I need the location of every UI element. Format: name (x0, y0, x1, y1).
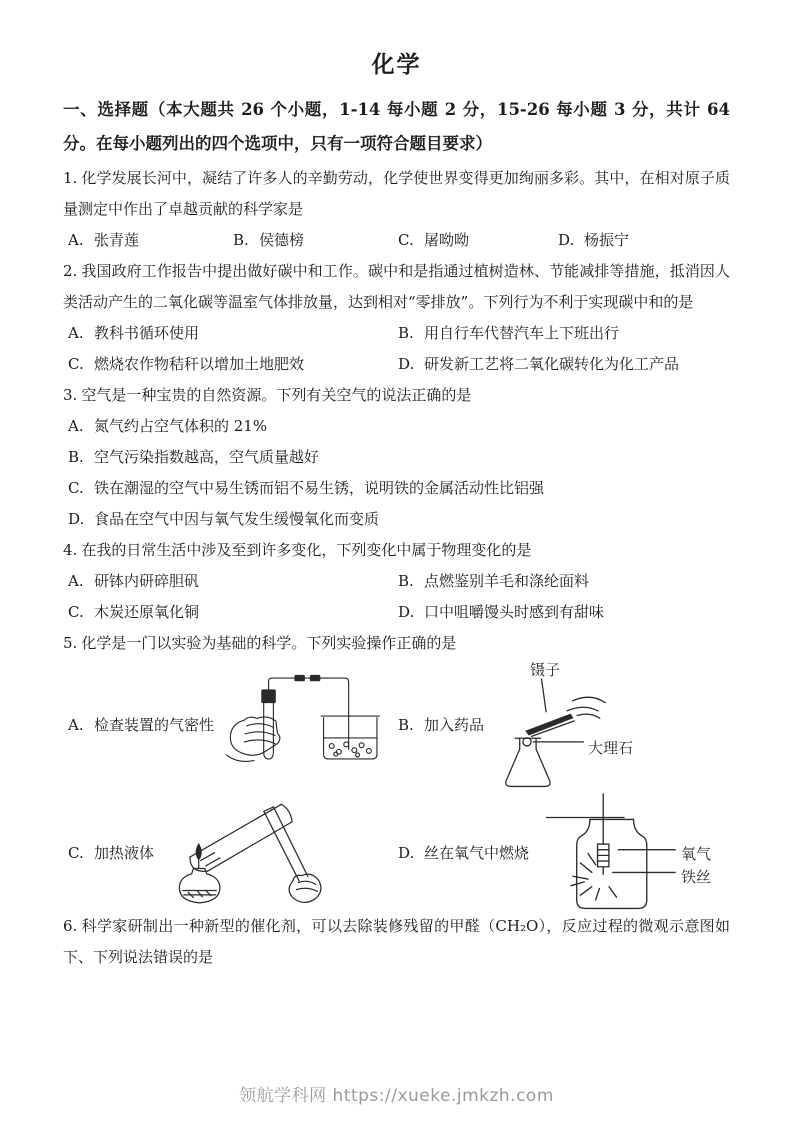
question-number: 1. (63, 169, 78, 187)
annotation-tweezers: 镊子 (530, 661, 561, 679)
question-6 (63, 911, 730, 973)
question-number: 4. (63, 541, 78, 559)
question-5 (63, 628, 730, 911)
heat-liquid-diagram (160, 799, 336, 909)
option-c: C. 屠呦呦 (398, 231, 470, 249)
option-d: D. 口中咀嚼馒头时感到有甜味 (398, 603, 605, 621)
add-reagent-diagram (490, 659, 655, 791)
option-a: A. 张青莲 (68, 231, 140, 249)
figure-row-1 (63, 659, 730, 791)
option-d: D. 杨振宁 (558, 231, 630, 249)
option-b: B. 侯德榜 (233, 231, 305, 249)
page-title: 化学 (371, 51, 422, 78)
watermark-footer: 领航学科网 https://xueke.jmkzh.com (239, 1086, 554, 1106)
option-b: B. 点燃鉴别羊毛和涤纶面料 (398, 572, 590, 590)
question-number: 6. (63, 917, 78, 935)
option-d: D. 丝在氧气中燃烧 氧气 铁丝 (398, 791, 730, 916)
options-row (63, 225, 730, 256)
options-row (63, 318, 730, 380)
question-2 (63, 256, 730, 380)
option-a: A. 检查装置的气密性 (68, 659, 398, 791)
question-number: 5. (63, 634, 78, 652)
gas-tightness-diagram (220, 666, 398, 784)
figure-iron-wire-burning (535, 791, 715, 916)
option-a: A. 氮气约占空气体积的 21% (68, 417, 268, 435)
figure-add-reagent (490, 659, 655, 791)
question-text: 化学发展长河中，凝结了许多人的辛勤劳动，化学使世界变得更加绚丽多彩。其中，在相对原子质量测定中作出了卓越贡献的科学家是 (63, 169, 730, 218)
option-c: C. 木炭还原氧化铜 (68, 603, 200, 621)
question-3 (63, 380, 730, 535)
annotation-oxygen: 氧气 (681, 845, 712, 863)
question-number: 3. (63, 386, 78, 404)
option-b: B. 空气污染指数越高，空气质量越好 (68, 448, 320, 466)
option-d: D. 研发新工艺将二氧化碳转化为化工产品 (398, 355, 680, 373)
option-a: A. 研钵内研碎胆矾 (68, 572, 200, 590)
question-text: 化学是一门以实验为基础的科学。下列实验操作正确的是 (81, 634, 457, 652)
option-a: A. 教科书循环使用 (68, 324, 200, 342)
annotation-marble: 大理石 (588, 739, 634, 757)
figure-gas-tightness-check (220, 666, 398, 784)
question-1 (63, 163, 730, 256)
option-b: B. 用自行车代替汽车上下班出行 (398, 324, 620, 342)
question-text: 我国政府工作报告中提出做好碳中和工作。碳中和是指通过植树造林、节能减排等措施，抵消因人类活动产生的二氧化碳等温室气体排放量，达到相对“零排放”。下列行为不利于实现碳中和的是 (63, 262, 730, 311)
figure-row-2 (63, 791, 730, 911)
section-heading: 一、选择题（本大题共 26 个小题，1-14 每小题 2 分，15-26 每小题 3 分，共计 64 分。在每小题列出的四个选项中，只有一项符合题目要求） (63, 100, 730, 153)
question-4 (63, 535, 730, 628)
question-text: 在我的日常生活中涉及至到许多变化，下列变化中属于物理变化的是 (81, 541, 532, 559)
option-b: B. 加入药品 镊子 大理石 (398, 659, 730, 791)
option-c: C. 加热液体 (68, 791, 398, 916)
option-c: C. 燃烧农作物秸秆以增加土地肥效 (68, 355, 305, 373)
question-text: 科学家研制出一种新型的催化剂，可以去除装修残留的甲醛（CH₂O），反应过程的微观示意图如下、下列说法错误的是 (63, 917, 730, 966)
figure-heat-liquid (160, 799, 336, 909)
option-c: C. 铁在潮湿的空气中易生锈而铝不易生锈，说明铁的金属活动性比铝强 (68, 479, 545, 497)
question-text: 空气是一种宝贵的自然资源。下列有关空气的说法正确的是 (81, 386, 472, 404)
options-list (63, 411, 730, 535)
question-number: 2. (63, 262, 78, 280)
annotation-iron-wire: 铁丝 (681, 868, 712, 886)
options-row (63, 566, 730, 628)
option-d: D. 食品在空气中因与氧气发生缓慢氧化而变质 (68, 510, 380, 528)
